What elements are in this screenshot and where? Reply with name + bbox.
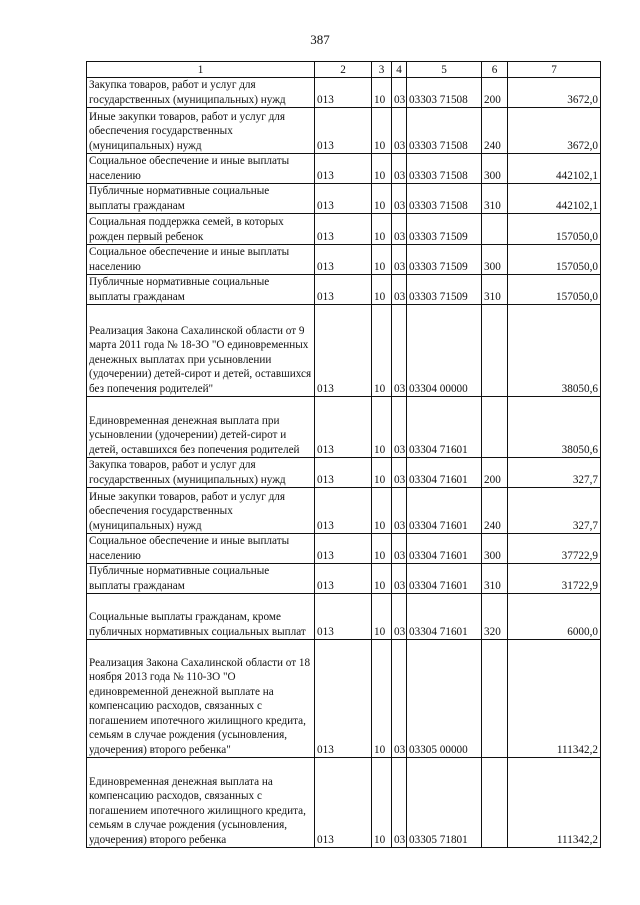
- row-sum: 31722,9: [508, 564, 601, 594]
- row-name: Единовременная денежная выплата при усыновлении (удочерении) детей-сирот и детей, оставшихся без попечения родителей: [87, 397, 315, 458]
- row-ministry-code: 013: [315, 154, 372, 184]
- row-sum: 3672,0: [508, 108, 601, 154]
- header-col-7: 7: [508, 62, 601, 78]
- row-section: 10: [372, 594, 392, 640]
- row-ministry-code: 013: [315, 534, 372, 564]
- table-row: [87, 534, 601, 564]
- row-target-article: 03303 71509: [407, 245, 482, 275]
- row-section: 10: [372, 245, 392, 275]
- row-subsection: 03: [392, 245, 407, 275]
- row-name: Социальное обеспечение и иные выплаты населению: [87, 245, 315, 275]
- row-target-article: 03305 71801: [407, 758, 482, 848]
- row-ministry-code: 013: [315, 758, 372, 848]
- row-subsection: 03: [392, 397, 407, 458]
- row-subsection: 03: [392, 564, 407, 594]
- table-row: [87, 108, 601, 154]
- row-section: 10: [372, 154, 392, 184]
- table-row: [87, 758, 601, 848]
- row-ministry-code: 013: [315, 564, 372, 594]
- row-section: 10: [372, 564, 392, 594]
- row-subsection: 03: [392, 305, 407, 397]
- row-sum: 327,7: [508, 458, 601, 488]
- table-body: [87, 78, 601, 848]
- row-name: Единовременная денежная выплата на компенсацию расходов, связанных с погашением ипотечного жилищного кредита, семьям в случае рождения (усыновления, удочерения) второго ребенка: [87, 758, 315, 848]
- row-target-article: 03304 00000: [407, 305, 482, 397]
- row-name: Закупка товаров, работ и услуг для государственных (муниципальных) нужд: [87, 78, 315, 108]
- row-ministry-code: 013: [315, 214, 372, 245]
- row-target-article: 03304 71601: [407, 594, 482, 640]
- row-subsection: 03: [392, 184, 407, 214]
- row-section: 10: [372, 275, 392, 305]
- row-target-article: 03304 71601: [407, 534, 482, 564]
- row-expense-type: [482, 640, 508, 758]
- row-expense-type: 300: [482, 245, 508, 275]
- row-target-article: 03303 71508: [407, 154, 482, 184]
- row-section: 10: [372, 305, 392, 397]
- row-section: 10: [372, 640, 392, 758]
- row-expense-type: 200: [482, 78, 508, 108]
- row-subsection: 03: [392, 275, 407, 305]
- row-subsection: 03: [392, 640, 407, 758]
- row-name: Иные закупки товаров, работ и услуг для обеспечения государственных (муниципальных) нужд: [87, 488, 315, 534]
- row-name: Закупка товаров, работ и услуг для государственных (муниципальных) нужд: [87, 458, 315, 488]
- row-sum: 442102,1: [508, 154, 601, 184]
- row-expense-type: 240: [482, 108, 508, 154]
- row-subsection: 03: [392, 458, 407, 488]
- row-ministry-code: 013: [315, 640, 372, 758]
- header-col-6: 6: [482, 62, 508, 78]
- row-expense-type: [482, 397, 508, 458]
- row-subsection: 03: [392, 214, 407, 245]
- row-ministry-code: 013: [315, 305, 372, 397]
- row-expense-type: 310: [482, 184, 508, 214]
- table-row: [87, 214, 601, 245]
- row-target-article: 03303 71509: [407, 214, 482, 245]
- row-target-article: 03305 00000: [407, 640, 482, 758]
- row-target-article: 03304 71601: [407, 458, 482, 488]
- row-expense-type: 240: [482, 488, 508, 534]
- table-row: [87, 458, 601, 488]
- row-name: Социальные выплаты гражданам, кроме публичных нормативных социальных выплат: [87, 594, 315, 640]
- row-sum: 111342,2: [508, 640, 601, 758]
- row-ministry-code: 013: [315, 108, 372, 154]
- row-expense-type: 310: [482, 564, 508, 594]
- table-row: [87, 640, 601, 758]
- row-sum: 442102,1: [508, 184, 601, 214]
- row-ministry-code: 013: [315, 397, 372, 458]
- table-row: [87, 397, 601, 458]
- row-target-article: 03303 71509: [407, 275, 482, 305]
- header-col-3: 3: [372, 62, 392, 78]
- row-expense-type: [482, 305, 508, 397]
- row-target-article: 03304 71601: [407, 564, 482, 594]
- row-subsection: 03: [392, 488, 407, 534]
- row-section: 10: [372, 534, 392, 564]
- row-name: Социальная поддержка семей, в которых рожден первый ребенок: [87, 214, 315, 245]
- row-section: 10: [372, 397, 392, 458]
- row-target-article: 03303 71508: [407, 108, 482, 154]
- row-sum: 38050,6: [508, 305, 601, 397]
- row-subsection: 03: [392, 594, 407, 640]
- row-name: Социальное обеспечение и иные выплаты населению: [87, 534, 315, 564]
- table-row: [87, 305, 601, 397]
- row-subsection: 03: [392, 78, 407, 108]
- row-expense-type: [482, 214, 508, 245]
- row-subsection: 03: [392, 758, 407, 848]
- row-sum: 37722,9: [508, 534, 601, 564]
- table-row: [87, 184, 601, 214]
- row-section: 10: [372, 488, 392, 534]
- row-ministry-code: 013: [315, 594, 372, 640]
- row-expense-type: 300: [482, 154, 508, 184]
- row-section: 10: [372, 108, 392, 154]
- row-target-article: 03303 71508: [407, 184, 482, 214]
- row-section: 10: [372, 184, 392, 214]
- row-expense-type: 310: [482, 275, 508, 305]
- row-expense-type: 300: [482, 534, 508, 564]
- header-col-1: 1: [87, 62, 315, 78]
- row-section: 10: [372, 758, 392, 848]
- row-subsection: 03: [392, 108, 407, 154]
- row-sum: 157050,0: [508, 275, 601, 305]
- header-col-4: 4: [392, 62, 407, 78]
- header-row: [87, 62, 601, 78]
- row-name: Публичные нормативные социальные выплаты гражданам: [87, 564, 315, 594]
- table-row: [87, 245, 601, 275]
- row-section: 10: [372, 458, 392, 488]
- row-section: 10: [372, 214, 392, 245]
- row-subsection: 03: [392, 534, 407, 564]
- row-ministry-code: 013: [315, 184, 372, 214]
- row-sum: 157050,0: [508, 245, 601, 275]
- table-row: [87, 275, 601, 305]
- row-sum: 327,7: [508, 488, 601, 534]
- row-section: 10: [372, 78, 392, 108]
- row-subsection: 03: [392, 154, 407, 184]
- row-expense-type: [482, 758, 508, 848]
- row-name: Иные закупки товаров, работ и услуг для обеспечения государственных (муниципальных) нужд: [87, 108, 315, 154]
- table-row: [87, 78, 601, 108]
- row-name: Реализация Закона Сахалинской области от 18 ноября 2013 года № 110-ЗО "О единовременной денежной выплате на компенсацию расходов, связанных с погашением ипотечного жилищного кредита, семьям в случае рождения (усыновления, удочерения) второго ребенка": [87, 640, 315, 758]
- row-ministry-code: 013: [315, 245, 372, 275]
- header-col-2: 2: [315, 62, 372, 78]
- row-name: Публичные нормативные социальные выплаты гражданам: [87, 275, 315, 305]
- row-target-article: 03303 71508: [407, 78, 482, 108]
- table-row: [87, 594, 601, 640]
- row-name: Социальное обеспечение и иные выплаты населению: [87, 154, 315, 184]
- row-target-article: 03304 71601: [407, 397, 482, 458]
- table-row: [87, 488, 601, 534]
- row-name: Реализация Закона Сахалинской области от 9 марта 2011 года № 18-ЗО "О единовременных денежных выплатах при усыновлении (удочерении) детей-сирот и детей, оставшихся без попечения родителей": [87, 305, 315, 397]
- row-ministry-code: 013: [315, 78, 372, 108]
- row-sum: 157050,0: [508, 214, 601, 245]
- row-sum: 3672,0: [508, 78, 601, 108]
- page-number: 387: [310, 32, 330, 47]
- row-ministry-code: 013: [315, 458, 372, 488]
- row-ministry-code: 013: [315, 488, 372, 534]
- table-row: [87, 154, 601, 184]
- row-sum: 38050,6: [508, 397, 601, 458]
- row-expense-type: 200: [482, 458, 508, 488]
- row-name: Публичные нормативные социальные выплаты гражданам: [87, 184, 315, 214]
- table-row: [87, 564, 601, 594]
- row-target-article: 03304 71601: [407, 488, 482, 534]
- row-expense-type: 320: [482, 594, 508, 640]
- row-sum: 111342,2: [508, 758, 601, 848]
- header-col-5: 5: [407, 62, 482, 78]
- budget-table: [86, 61, 601, 848]
- row-sum: 6000,0: [508, 594, 601, 640]
- row-ministry-code: 013: [315, 275, 372, 305]
